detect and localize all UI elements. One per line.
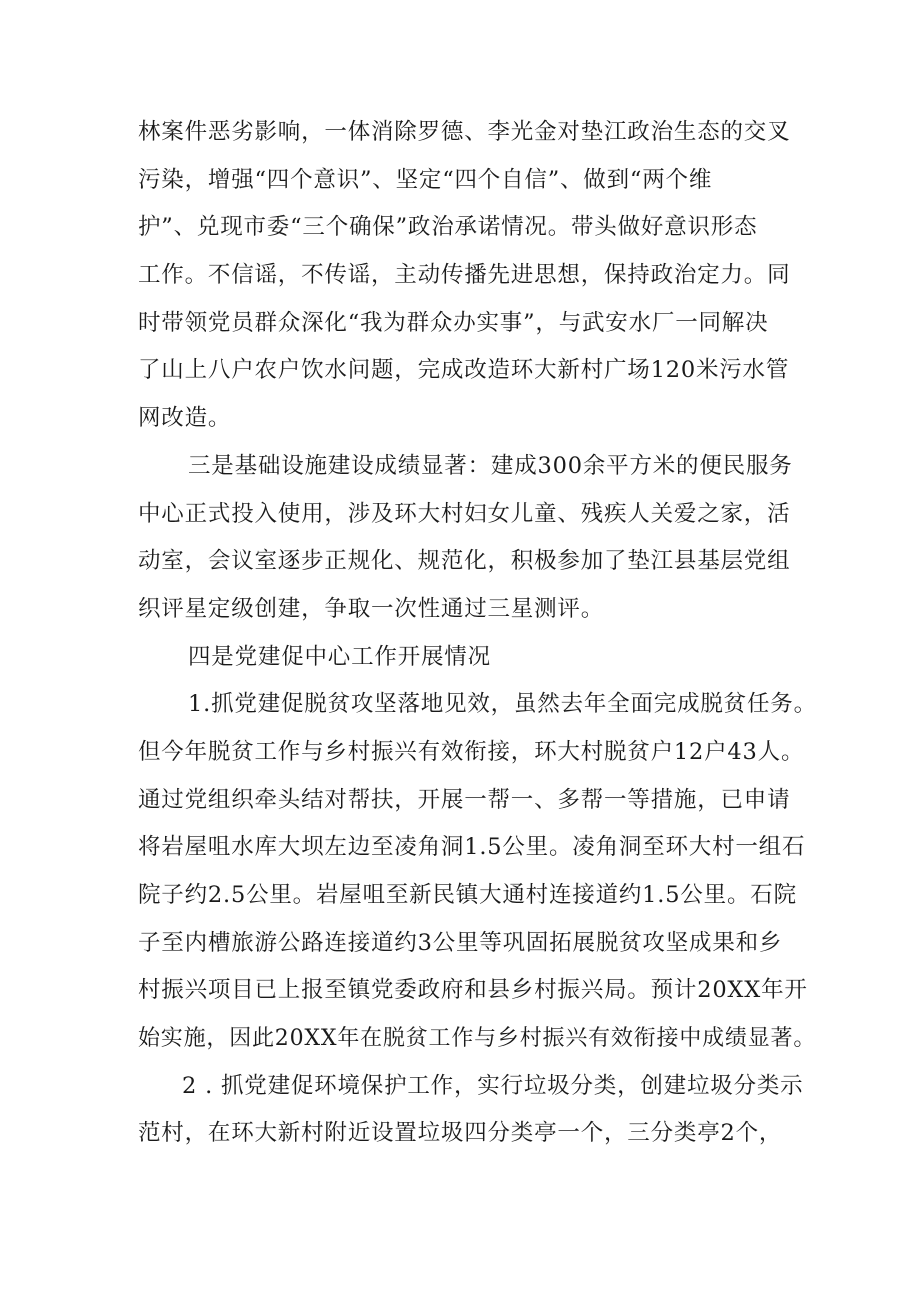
- text-line: 污染，增强“四个意识”、坚定“四个自信”、做到“两个维: [138, 166, 713, 193]
- text-line: 院子约2.5公里。岩屋咀至新民镇大通村连接道约1.5公里。石院: [138, 882, 797, 908]
- text-line: 始实施，因此20XX年在脱贫工作与乡村振兴有效衔接中成绩显著。: [138, 1026, 817, 1052]
- text-line: 了山上八户农户饮水问题，完成改造环大新村广场120米污水管: [138, 357, 790, 384]
- section-heading: 四是党建促中心工作开展情况: [188, 643, 491, 670]
- text-line: 动室，会议室逐步正规化、规范化，积极参加了垫江县基层党组: [138, 548, 791, 575]
- text-line: 但今年脱贫工作与乡村振兴有效衔接，环大村脱贫户12户43人。: [138, 738, 805, 765]
- text-line: 中心正式投入使用，涉及环大村妇女儿童、残疾人关爱之家，活: [138, 500, 791, 527]
- text-line: 工作。不信谣，不传谣，主动传播先进思想，保持政治定力。同: [138, 262, 791, 289]
- text-line: 林案件恶劣影响，一体消除罗德、李光金对垫江政治生态的交叉: [138, 119, 791, 145]
- paragraph-start-line: 1.抓党建促脱贫攻坚落地见效，虽然去年全面完成脱贫任务。: [188, 691, 817, 718]
- text-line: 时带领党员群众深化“我为群众办实事”，与武安水厂一同解决: [138, 309, 769, 336]
- text-line: 网改造。: [138, 405, 232, 432]
- text-line: 范村，在环大新村附近设置垃圾四分类亭一个，三分类亭2个，: [138, 1120, 783, 1147]
- paragraph-start-line: 2 . 抓党建促环境保护工作，实行垃圾分类，创建垃圾分类示: [182, 1072, 804, 1099]
- text-line: 织评星定级创建，争取一次性通过三星测评。: [138, 595, 605, 622]
- text-line: 将岩屋咀水库大坝左边至凌角洞1.5公里。凌角洞至环大村一组石: [138, 834, 806, 861]
- document-body: [138, 109, 818, 1158]
- paragraph-start-line: 三是基础设施建设成绩显著：建成300余平方米的便民服务: [188, 452, 793, 479]
- text-line: 通过党组织牵头结对帮扶，开展一帮一、多帮一等措施，已申请: [138, 786, 791, 813]
- text-line: 村振兴项目已上报至镇党委政府和县乡村振兴局。预计20XX年开: [138, 977, 808, 1004]
- text-line: 子至内槽旅游公路连接道约3公里等巩固拓展脱贫攻坚成果和乡: [138, 929, 783, 956]
- text-line: 护”、兑现市委“三个确保”政治承诺情况。带头做好意识形态: [138, 214, 758, 241]
